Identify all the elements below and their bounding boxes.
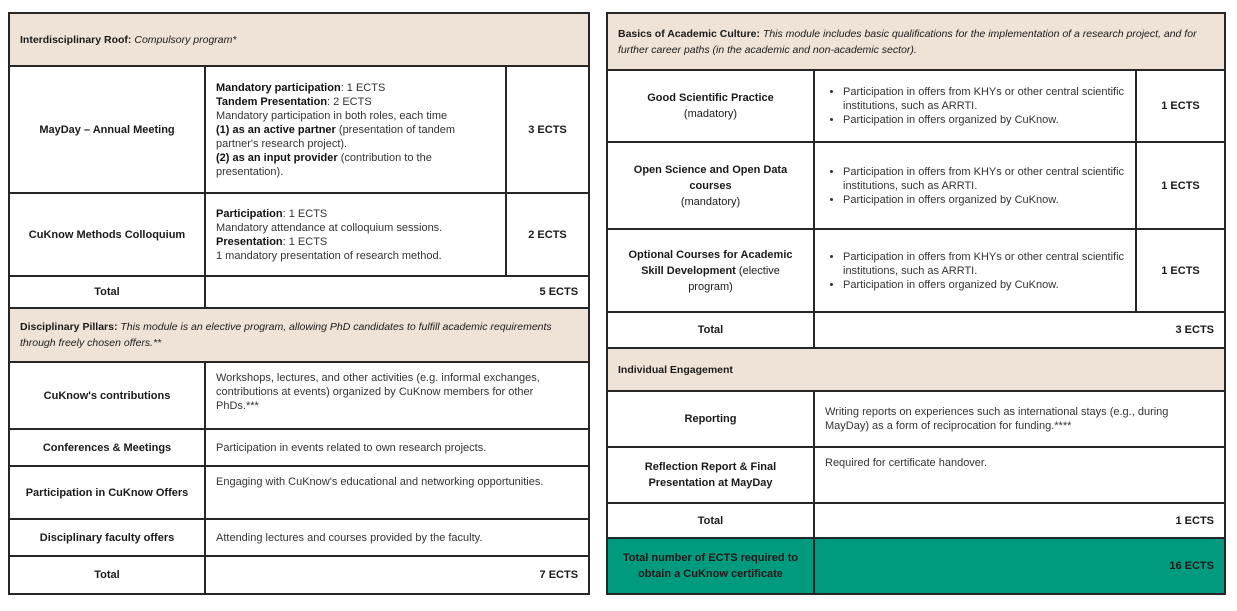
row-name: Optional Courses for Academic Skill Development (elective program) — [607, 229, 814, 312]
academic-culture-engagement-table — [606, 12, 1226, 595]
section-subtitle: Compulsory program* — [134, 33, 237, 46]
row-description — [814, 70, 1136, 142]
table-row — [607, 142, 1225, 229]
row-name: Disciplinary faculty offers — [9, 519, 205, 556]
row-description: Workshops, lectures, and other activities (e.g. informal exchanges, contributions at events) organized by CuKnow members for other PhDs.*** — [205, 362, 589, 429]
total-value: 3 ECTS — [814, 312, 1225, 348]
row-description — [814, 229, 1136, 312]
section-title: Disciplinary Pillars: — [20, 321, 118, 333]
section-header-individual-engagement — [607, 348, 1225, 391]
total-value: 5 ECTS — [205, 276, 589, 308]
section-header-interdisciplinary-roof — [9, 13, 589, 66]
row-ects: 1 ECTS — [1136, 70, 1225, 142]
interdisciplinary-disciplinary-table — [8, 12, 590, 595]
table-row — [607, 447, 1225, 503]
list-item: • Participation in offers from KHYs or other central scientific institutions, such as ARRTI. — [843, 165, 1125, 193]
total-value: 7 ECTS — [205, 556, 589, 594]
total-row — [9, 556, 589, 594]
list-item: • Participation in offers organized by CuKnow. — [843, 193, 1125, 207]
row-name: Participation in CuKnow Offers — [9, 466, 205, 519]
row-ects: 1 ECTS — [1136, 142, 1225, 229]
row-name: CuKnow Methods Colloquium — [9, 193, 205, 276]
row-name: Good Scientific Practice (madatory) — [607, 70, 814, 142]
row-description — [814, 142, 1136, 229]
list-item: • Participation in offers organized by CuKnow. — [843, 278, 1125, 292]
table-row — [9, 362, 589, 429]
grand-total-value: 16 ECTS — [814, 538, 1225, 594]
total-label: Total — [607, 503, 814, 538]
list-item: • Participation in offers from KHYs or other central scientific institutions, such as ARRTI. — [843, 85, 1125, 113]
list-item: • Participation in offers organized by CuKnow. — [843, 113, 1125, 127]
table-row — [9, 429, 589, 466]
table-row — [607, 70, 1225, 142]
row-name: Reflection Report & Final Presentation at MayDay — [607, 447, 814, 503]
section-subtitle: This module is an elective program, allowing PhD candidates to fulfill academic requirements through freely chosen offers.** — [20, 321, 552, 349]
section-title: Individual Engagement — [618, 363, 733, 376]
row-ects: 3 ECTS — [506, 66, 589, 193]
section-subtitle: This module includes basic qualifications for the implementation of a research project, and for further career paths (in the academic and non-academic sector). — [618, 27, 1197, 56]
total-label: Total — [607, 312, 814, 348]
row-name: Conferences & Meetings — [9, 429, 205, 466]
row-description: Participation in events related to own research projects. — [205, 429, 589, 466]
table-row — [607, 229, 1225, 312]
row-description: Participation: 1 ECTS Mandatory attendance at colloquium sessions. Presentation: 1 ECTS 1 mandatory presentation of research method. — [205, 193, 506, 276]
row-ects: 1 ECTS — [1136, 229, 1225, 312]
grand-total-row — [607, 538, 1225, 594]
row-name: Open Science and Open Data courses (mandatory) — [607, 142, 814, 229]
row-name: MayDay – Annual Meeting — [9, 66, 205, 193]
row-description: Required for certificate handover. — [814, 447, 1225, 503]
list-item: • Participation in offers from KHYs or other central scientific institutions, such as ARRTI. — [843, 250, 1125, 278]
row-name: Reporting — [607, 391, 814, 447]
row-description: Attending lectures and courses provided by the faculty. — [205, 519, 589, 556]
table-row — [9, 66, 589, 193]
total-row — [607, 312, 1225, 348]
grand-total-label: Total number of ECTS required to obtain a CuKnow certificate — [607, 538, 814, 594]
total-label: Total — [9, 276, 205, 308]
table-row — [9, 193, 589, 276]
row-description: Writing reports on experiences such as international stays (e.g., during MayDay) as a form of reciprocation for funding.**** — [814, 391, 1225, 447]
row-ects: 2 ECTS — [506, 193, 589, 276]
table-row — [607, 391, 1225, 447]
total-row — [9, 276, 589, 308]
section-title: Interdisciplinary Roof: — [20, 33, 132, 46]
table-row — [9, 519, 589, 556]
section-header-basics-academic-culture — [607, 13, 1225, 70]
row-name: CuKnow's contributions — [9, 362, 205, 429]
table-row — [9, 466, 589, 519]
row-description: Mandatory participation: 1 ECTS Tandem Presentation: 2 ECTS Mandatory participation in both roles, each time (1) as an active partner (presentation of tandem partner's research project). (2) as an input provider (contribution to the presentation). — [205, 66, 506, 193]
row-description: Engaging with CuKnow's educational and networking opportunities. — [205, 466, 589, 519]
section-title: Basics of Academic Culture: — [618, 27, 760, 40]
total-label: Total — [9, 556, 205, 594]
total-row — [607, 503, 1225, 538]
section-header-disciplinary-pillars — [9, 308, 589, 362]
total-value: 1 ECTS — [814, 503, 1225, 538]
